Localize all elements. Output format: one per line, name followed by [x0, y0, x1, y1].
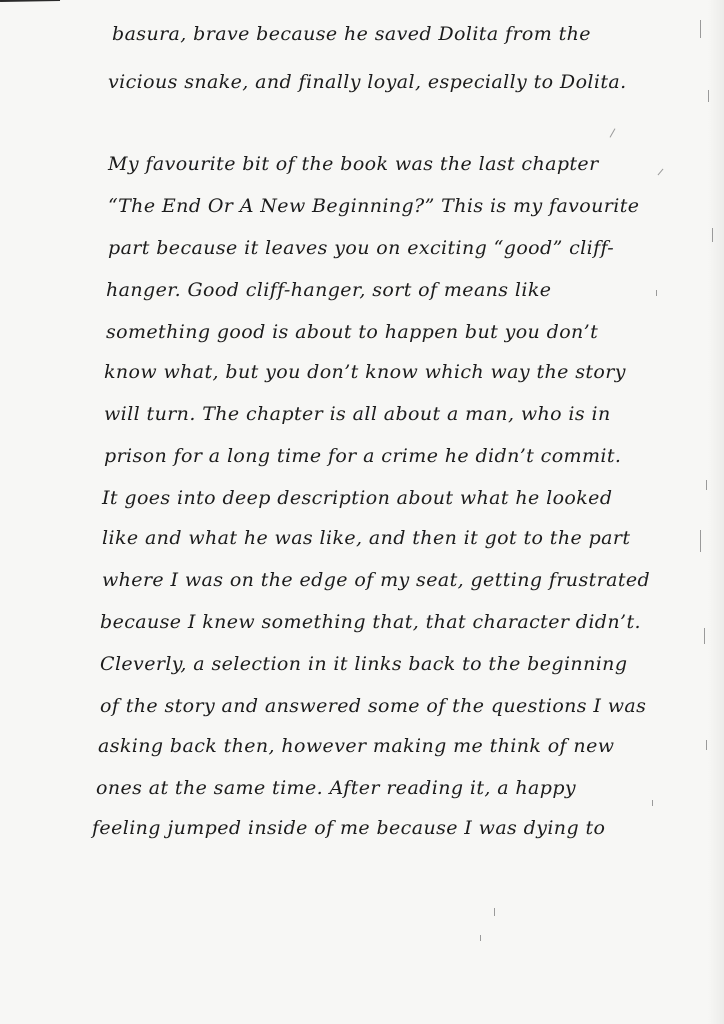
text-line: Cleverly, a selection in it links back to the beginning [100, 653, 628, 675]
text-line: like and what he was like, and then it got to the part [102, 527, 631, 549]
scan-edge-mark [0, 0, 60, 8]
text-line: prison for a long time for a crime he didn’t commit. [104, 445, 622, 467]
scan-speck [704, 628, 705, 644]
text-line: where I was on the edge of my seat, getting frustrated [102, 569, 651, 591]
scan-speck [658, 169, 664, 176]
text-line: My favourite bit of the book was the last chapter [108, 153, 599, 175]
text-line: basura, brave because he saved Dolita from the [112, 23, 591, 45]
text-line: know what, but you don’t know which way the story [104, 361, 626, 383]
scan-speck [700, 530, 701, 552]
scan-speck [610, 128, 616, 137]
scan-edge-shadow [708, 0, 724, 1024]
scan-speck [494, 908, 495, 916]
scan-speck [700, 20, 701, 38]
text-line: ones at the same time. After reading it, a happy [96, 777, 577, 799]
scan-speck [480, 935, 481, 941]
scan-speck [706, 480, 707, 490]
text-line: feeling jumped inside of me because I was dying to [92, 817, 606, 839]
text-line: because I knew something that, that character didn’t. [100, 611, 641, 633]
text-line: asking back then, however making me think of new [98, 735, 615, 757]
scan-speck [706, 740, 707, 750]
scan-speck [708, 90, 709, 102]
text-line: part because it leaves you on exciting “good” cliff- [108, 237, 615, 259]
text-line: vicious snake, and finally loyal, especially to Dolita. [108, 71, 627, 93]
text-line: will turn. The chapter is all about a man, who is in [104, 403, 611, 425]
scan-speck [656, 290, 657, 296]
text-line: of the story and answered some of the questions I was [100, 695, 647, 717]
scan-speck [712, 228, 713, 242]
text-line: It goes into deep description about what he looked [102, 487, 613, 509]
scan-speck [652, 800, 653, 806]
text-line: hanger. Good cliff-hanger, sort of means like [106, 279, 552, 301]
text-line: “The End Or A New Beginning?” This is my favourite [108, 195, 640, 217]
text-line: something good is about to happen but you don’t [106, 321, 599, 343]
